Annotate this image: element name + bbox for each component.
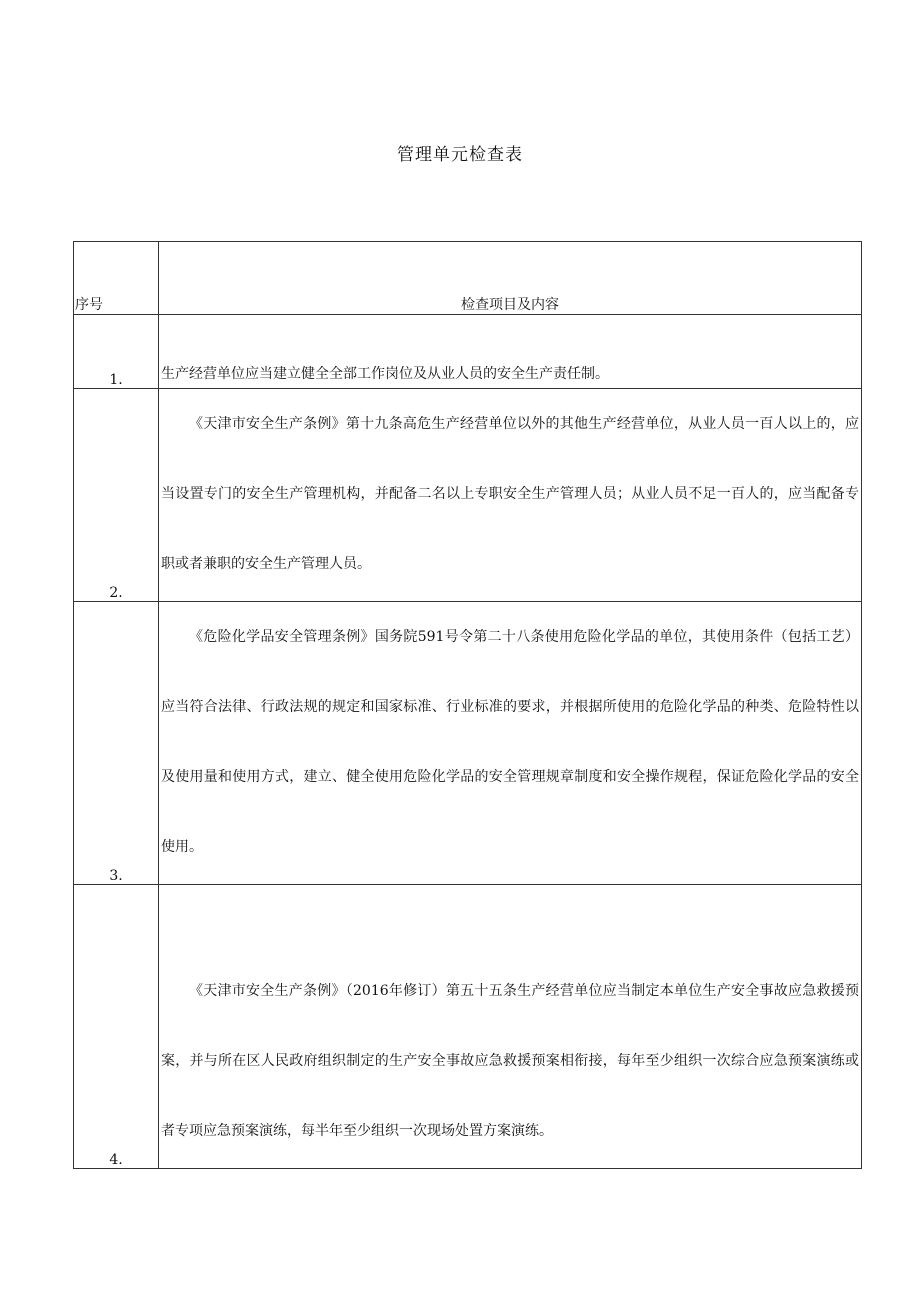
row-content	[159, 315, 862, 389]
row-content-text: 《危险化学品安全管理条例》国务院591号令第二十八条使用危险化学品的单位，其使用条件（包括工艺）应当符合法律、行政法规的规定和国家标准、行业标准的要求，并根据所使用的危险化学品的种类、危险特性以及使用量和使用方式，建立、健全使用危险化学品的安全管理规章制度和安全操作规程，保证危险化学品的安全使用。	[161, 629, 859, 855]
table-row	[74, 315, 862, 389]
table-header-row	[74, 242, 862, 315]
row-content-text: 生产经营单位应当建立健全全部工作岗位及从业人员的安全生产责任制。	[161, 366, 609, 382]
row-content	[159, 885, 862, 1169]
row-number: 2.	[74, 389, 159, 602]
row-content-text: 《天津市安全生产条例》第十九条高危生产经营单位以外的其他生产经营单位，从业人员一百人以上的，应当设置专门的安全生产管理机构，并配备二名以上专职安全生产管理人员；从业人员不足一百人的，应当配备专职或者兼职的安全生产管理人员。	[161, 416, 859, 572]
inspection-table	[73, 241, 862, 1169]
row-content	[159, 389, 862, 602]
table-row	[74, 389, 862, 602]
header-check-content: 检查项目及内容	[159, 242, 862, 315]
row-number: 4.	[74, 885, 159, 1169]
row-number: 3.	[74, 602, 159, 885]
table-row	[74, 602, 862, 885]
row-content	[159, 602, 862, 885]
row-content-text: 《天津市安全生产条例》（2016年修订）第五十五条生产经营单位应当制定本单位生产安全事故应急救援预案，并与所在区人民政府组织制定的生产安全事故应急救援预案相衔接，每年至少组织一次综合应急预案演练或者专项应急预案演练，每半年至少组织一次现场处置方案演练。	[161, 983, 859, 1139]
header-serial-number: 序号	[74, 242, 159, 315]
page-title: 管理单元检查表	[397, 145, 523, 165]
table-row	[74, 885, 862, 1169]
row-number: 1.	[74, 315, 159, 389]
